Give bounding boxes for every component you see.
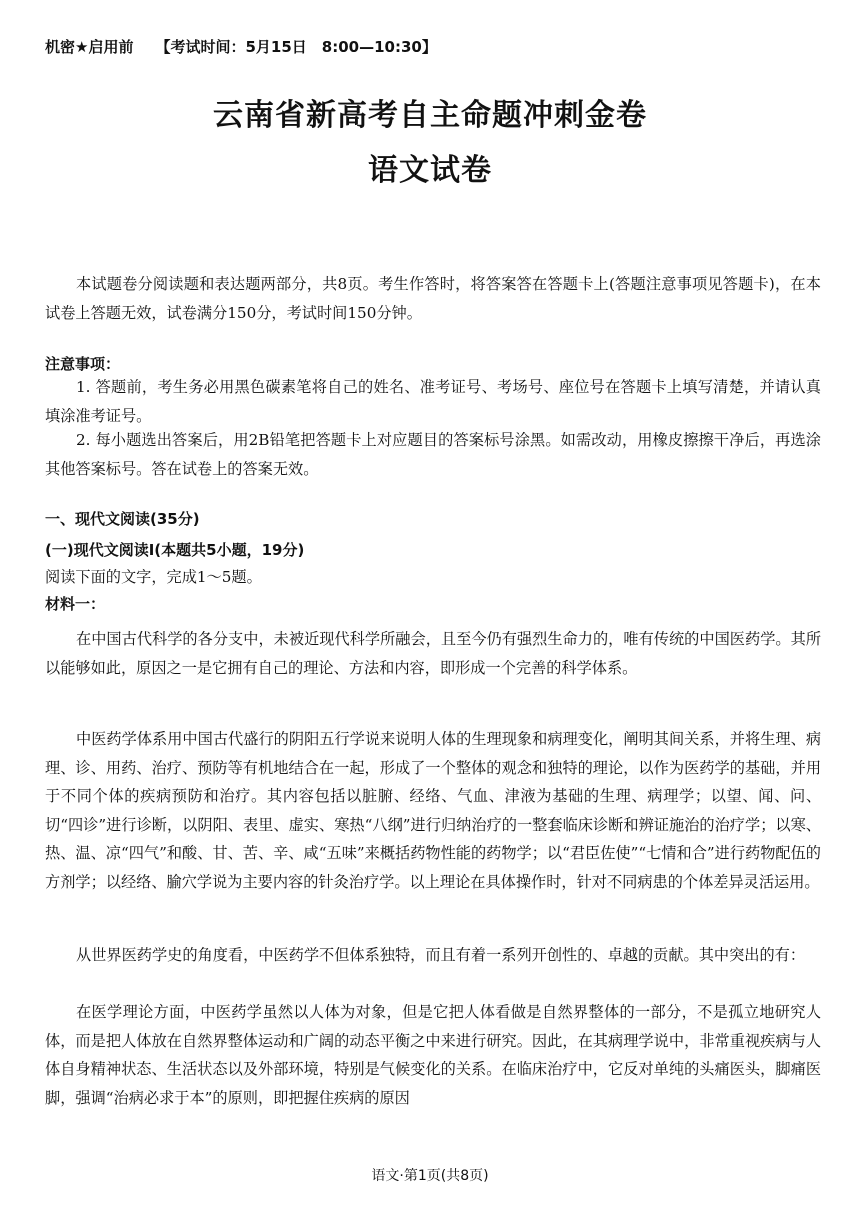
material-label: 材料一： [45,595,106,613]
exam-subject: 语文试卷 [368,153,492,188]
page-footer: 语文·第1页(共8页) [371,1168,489,1184]
exam-time: 【考试时间：5月15日 8:00—10:30】 [155,38,437,56]
body-paragraph: 中医药学体系用中国古代盛行的阴阳五行学说来说明人体的生理现象和病理变化，阐明其间关系，并将生理、病理、诊、用药、治疗、预防等有机地结合在一起，形成了一个整体的观念和独特的理论，以作为医药学的基础，并用于不同个体的疾病预防和治疗。其内容包括以脏腑、经络、气血、津液为基础的生理、病理学；以望、闻、问、切“四诊”进行诊断，以阴阳、表里、虚实、寒热“八纲”进行归纳治疗的一整套临床诊断和辨证施治的治疗学；以寒、热、温、凉“四气”和酸、甘、苦、辛、咸“五味”来概括药物性能的药物学；以“君臣佐使”“七情和合”进行药物配伍的方剂学；以经络、腧穴学说为主要内容的针灸治疗学。以上理论在具体操作时，针对不同病患的个体差异灵活运用。 [45,730,821,891]
body-paragraph: 在中国古代科学的各分支中，未被近现代科学所融会，且至今仍有强烈生命力的，唯有传统的中国医药学。其所以能够如此，原因之一是它拥有自己的理论、方法和内容，即形成一个完善的科学体系。 [45,630,821,677]
header-line [45,36,437,57]
notice-item: 1. 答题前，考生务必用黑色碳素笔将自己的姓名、准考证号、考场号、座位号在答题卡上填写清楚，并请认真填涂准考证号。 [45,378,821,425]
intro-paragraph: 本试题卷分阅读题和表达题两部分，共8页。考生作答时，将答案答在答题卡上(答题注意事项见答题卡)，在本试卷上答题无效，试卷满分150分，考试时间150分钟。 [45,275,821,322]
confidential-label: 机密★启用前 [45,38,134,56]
section-title: 一、现代文阅读(35分) [45,510,200,528]
body-paragraph: 从世界医药学史的角度看，中医药学不但体系独特，而且有着一系列开创性的、卓越的贡献。其中突出的有： [76,946,805,964]
reading-instruction: 阅读下面的文字，完成1～5题。 [45,568,262,586]
body-paragraph: 在医学理论方面，中医药学虽然以人体为对象，但是它把人体看做是自然界整体的一部分，不是孤立地研究人体，而是把人体放在自然界整体运动和广阔的动态平衡之中来进行研究。因此，在其病理学说中，非常重视疾病与人体自身精神状态、生活状态以及外部环境，特别是气候变化的关系。在临床治疗中，它反对单纯的头痛医头，脚痛医脚，强调“治病必求于本”的原则，即把握住疾病的原因 [45,1003,821,1107]
exam-title: 云南省新高考自主命题冲刺金卷 [213,98,647,133]
subsection-title: (一)现代文阅读Ⅰ(本题共5小题，19分) [45,541,305,559]
notice-item: 2. 每小题选出答案后，用2B铅笔把答题卡上对应题目的答案标号涂黑。如需改动，用橡皮擦擦干净后，再选涂其他答案标号。答在试卷上的答案无效。 [45,431,821,478]
notice-heading: 注意事项： [45,355,121,373]
